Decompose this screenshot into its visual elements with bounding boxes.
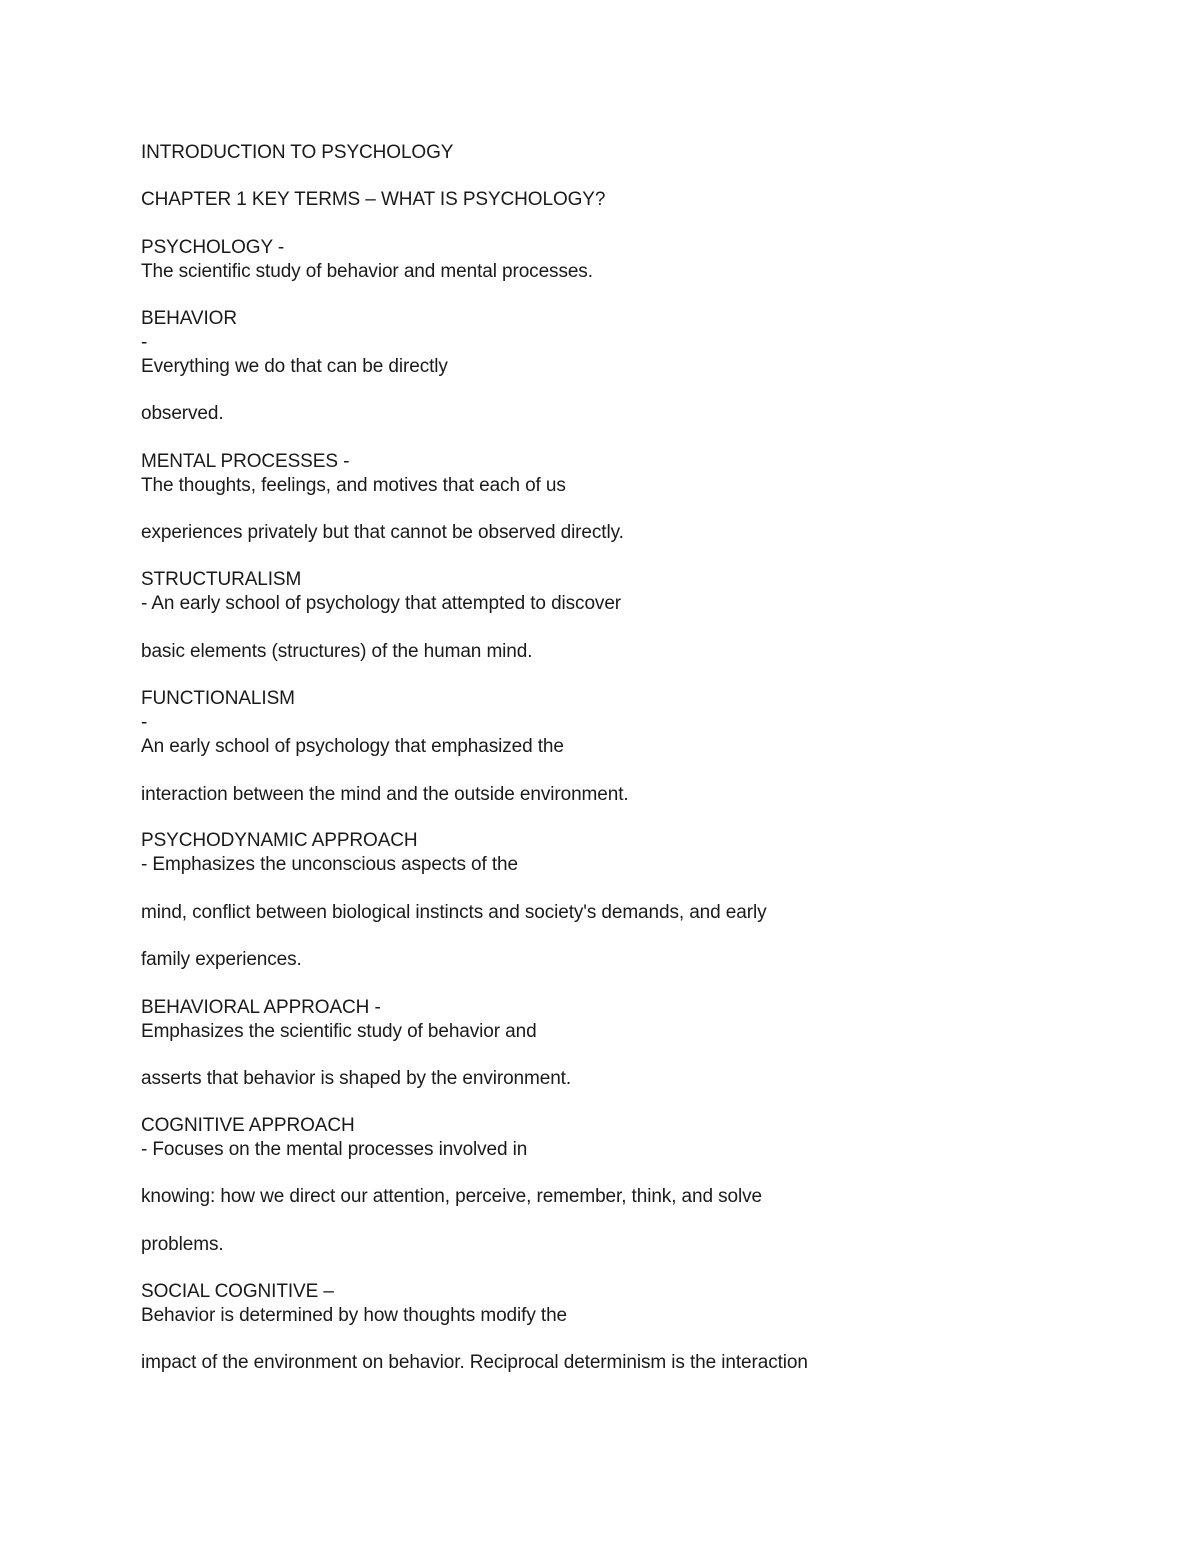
definition-line: basic elements (structures) of the human mind. <box>141 641 533 662</box>
definition-line: mind, conflict between biological instincts and society's demands, and early <box>141 902 767 923</box>
term-cognitive-approach: COGNITIVE APPROACH <box>141 1115 355 1136</box>
definition-line: interaction between the mind and the outside environment. <box>141 784 629 805</box>
definition-line: An early school of psychology that emphasized the <box>141 736 564 757</box>
term-behavior: BEHAVIOR <box>141 308 237 329</box>
definition-line: - <box>141 712 148 733</box>
definition-line: The thoughts, feelings, and motives that each of us <box>141 475 566 496</box>
document-title: INTRODUCTION TO PSYCHOLOGY <box>141 142 454 163</box>
term-psychology: PSYCHOLOGY - <box>141 237 285 258</box>
definition-line: The scientific study of behavior and mental processes. <box>141 261 593 282</box>
term-behavioral-approach: BEHAVIORAL APPROACH - <box>141 997 381 1018</box>
definition-line: Emphasizes the scientific study of behavior and <box>141 1021 537 1042</box>
definition-line: - An early school of psychology that attempted to discover <box>141 593 622 614</box>
definition-line: experiences privately but that cannot be observed directly. <box>141 522 624 543</box>
definition-line: asserts that behavior is shaped by the environment. <box>141 1068 572 1089</box>
definition-line: - <box>141 332 148 353</box>
definition-line: - Focuses on the mental processes involved in <box>141 1139 528 1160</box>
definition-line: problems. <box>141 1234 224 1255</box>
term-psychodynamic-approach: PSYCHODYNAMIC APPROACH <box>141 830 418 851</box>
definition-line: - Emphasizes the unconscious aspects of the <box>141 854 518 875</box>
definition-line: family experiences. <box>141 949 302 970</box>
term-social-cognitive: SOCIAL COGNITIVE – <box>141 1281 334 1302</box>
term-functionalism: FUNCTIONALISM <box>141 688 295 709</box>
definition-line: knowing: how we direct our attention, perceive, remember, think, and solve <box>141 1186 762 1207</box>
term-mental-processes: MENTAL PROCESSES - <box>141 451 350 472</box>
chapter-heading: CHAPTER 1 KEY TERMS – WHAT IS PSYCHOLOGY? <box>141 189 606 210</box>
definition-line: Everything we do that can be directly <box>141 356 448 377</box>
definition-line: Behavior is determined by how thoughts modify the <box>141 1305 568 1326</box>
term-structuralism: STRUCTURALISM <box>141 569 302 590</box>
definition-line: impact of the environment on behavior. Reciprocal determinism is the interaction <box>141 1352 808 1373</box>
definition-line: observed. <box>141 403 224 424</box>
